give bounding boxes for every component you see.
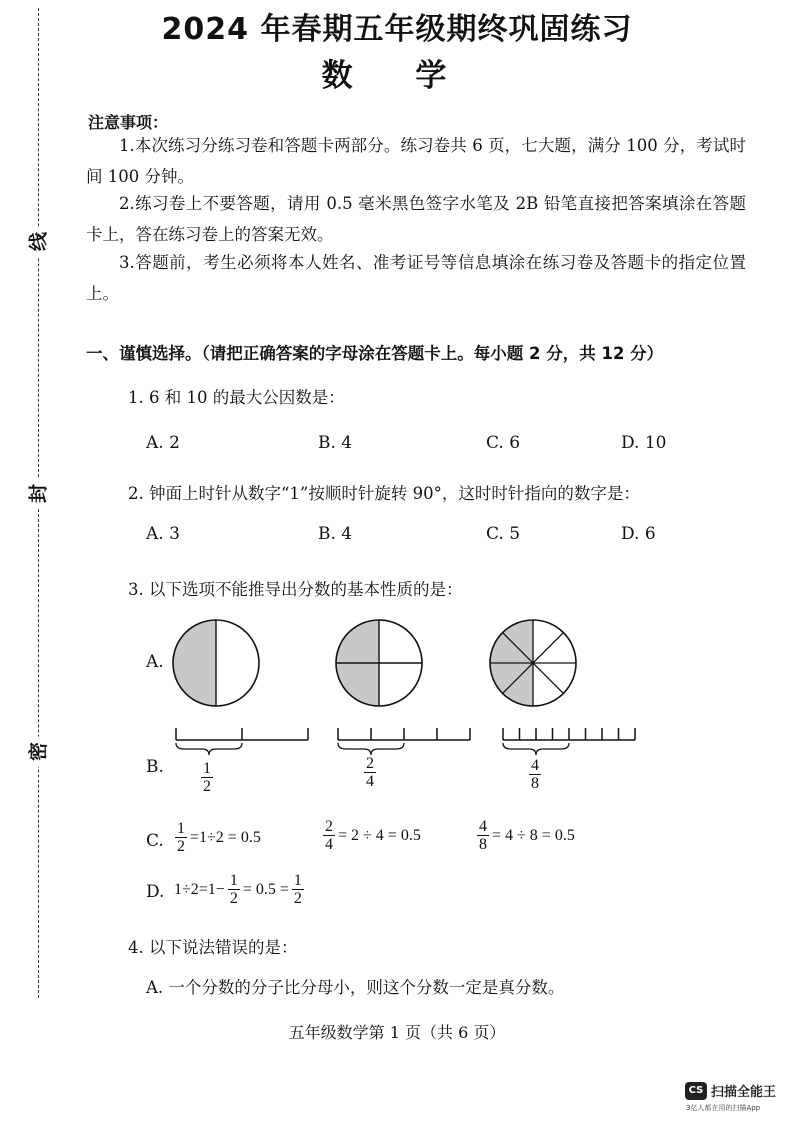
note-item-1: 1.本次练习分练习卷和答题卡两部分。练习卷共 6 页，七大题，满分 100 分，考试时间 100 分钟。 (86, 136, 746, 186)
b-fraction-2: $\frac{2}{4}$ (366, 755, 374, 790)
circle-halves (171, 618, 261, 708)
note-item-3: 3.答题前，考生必须将本人姓名、准考证号等信息填涂在练习卷及答题卡的指定位置上。 (86, 253, 746, 303)
margin-label-line: 线 (24, 227, 51, 257)
camscanner-logo-icon: CS (685, 1082, 707, 1100)
circle-eighths (488, 618, 578, 708)
d-expression: 1÷2=1− $\frac{1}{2}$ = 0.5 = $\frac{1}{2}$ (174, 872, 302, 907)
number-line-quarters (336, 718, 476, 758)
scanner-name: 扫描全能王 (711, 1085, 777, 1100)
c-expression-3: $\frac{4}{8}$ = 4 ÷ 8 = 0.5 (479, 818, 575, 853)
question-2-text: 2. 钟面上时针从数字“1”按顺时针旋转 90°，这时时针指向的数字是： (128, 484, 640, 503)
page-footer: 五年级数学第 1 页（共 6 页） (288, 1023, 506, 1042)
q3-label-a: A. (146, 652, 164, 672)
number-line-halves (174, 718, 314, 758)
q3-label-c: C. (146, 831, 164, 851)
margin-label-seal: 封 (24, 479, 51, 509)
number-line-eighths (501, 718, 641, 758)
c-expression-1: $\frac{1}{2}$ =1÷2 = 0.5 (177, 820, 261, 855)
exam-title: 2024 年春期五年级期终巩固练习 (161, 12, 633, 47)
q3-label-d: D. (146, 882, 165, 902)
question-4-text: 4. 以下说法错误的是： (128, 938, 298, 957)
q2-option-b: B. 4 (318, 524, 353, 544)
margin-label-dense: 密 (24, 737, 51, 767)
b-fraction-3: $\frac{4}{8}$ (531, 757, 539, 792)
q2-option-c: C. 5 (486, 524, 521, 544)
q1-option-c: C. 6 (486, 433, 521, 453)
c-expression-2: $\frac{2}{4}$ = 2 ÷ 4 = 0.5 (325, 818, 421, 853)
question-1-text: 1. 6 和 10 的最大公因数是： (128, 388, 345, 407)
section-1-heading: 一、谨慎选择。（请把正确答案的字母涂在答题卡上。每小题 2 分，共 12 分） (86, 344, 664, 363)
q1-option-d: D. 10 (621, 433, 667, 453)
q2-option-a: A. 3 (146, 524, 180, 544)
question-3-text: 3. 以下选项不能推导出分数的基本性质的是： (128, 580, 463, 599)
q3-label-b: B. (146, 757, 164, 777)
q1-option-a: A. 2 (146, 433, 180, 453)
subject-title: 数 学 (321, 58, 473, 94)
circle-quarters (334, 618, 424, 708)
q1-option-b: B. 4 (318, 433, 353, 453)
scanner-watermark (685, 1081, 776, 1100)
q4-option-a: A. 一个分数的分子比分母小，则这个分数一定是真分数。 (146, 978, 565, 997)
note-item-2: 2.练习卷上不要答题，请用 0.5 毫米黑色签字水笔及 2B 铅笔直接把答案填涂在答题卡上，答在练习卷上的答案无效。 (86, 194, 746, 244)
notes-heading: 注意事项： (88, 113, 169, 132)
q2-option-d: D. 6 (621, 524, 656, 544)
b-fraction-1: $\frac{1}{2}$ (203, 760, 211, 795)
scanner-tagline: 3亿人都在用的扫描App (686, 1104, 761, 1112)
